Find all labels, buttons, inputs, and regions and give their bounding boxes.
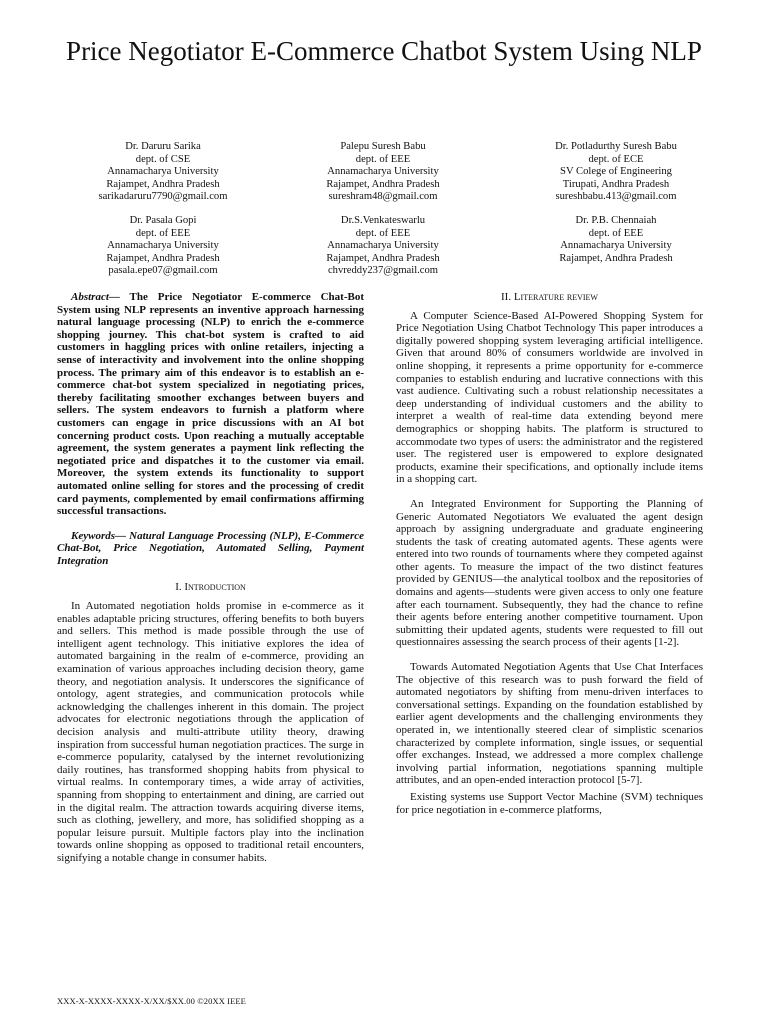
literature-paragraph: Towards Automated Negotiation Agents that Use Chat Interfaces The objective of this research was to push forward the field of automated negotiators by shifting from menu-driven interfaces to conversational settings. Expanding on the foundation established by earlier agent developments and the challenging environments they operated in, we intentionally steered clear of simplistic scenarios characterized by complete information, single issues, or sequential offer exchanges. Instead, we addressed a more complex challenge involving partial information, negotiations spanning multiple attributes, and an open-ended interaction protocol [5-7]. [396,661,703,787]
author-dept: dept. of CSE [135,153,191,165]
author-location: Tirupati, Andhra Pradesh [562,178,670,190]
right-column [396,291,703,816]
author-location: Rajampet, Andhra Pradesh [106,252,220,264]
author-block [53,215,273,278]
author-org: Annamacharya University [107,240,219,251]
copyright-footer: XXX-X-XXXX-XXXX-X/XX/$XX.00 ©20XX IEEE [57,996,246,1006]
left-column [57,291,364,865]
section-heading-literature-review: II. Literature review [501,291,598,303]
author-dept: dept. of EEE [355,153,411,165]
author-org: Annamacharya University [107,166,219,177]
author-org: Annamacharya University [560,240,672,251]
author-location: Rajampet, Andhra Pradesh [326,252,440,264]
literature-paragraph: An Integrated Environment for Supporting the Planning of Generic Automated Negotiators We evaluated the agent design approach by assigning undergraduate and graduate engineering students the task of creating automated agents. These agents were entered into two rounds of tournaments where they competed against other agents. To measure the impact of the two distinct features provided by GENIUS—the analytical toolbox and the repositories of domains and agents—students were given access to only one feature after each tournament. Subsequently, they had the chance to refine their agents before entering another competitive tournament. Upon submitting their updated agents, students were requested to fill out questionnaires assessing the search process of their agents [1-2]. [396,497,703,649]
author-block [273,141,493,204]
author-location: Rajampet, Andhra Pradesh [559,252,673,264]
author-block [506,215,726,265]
author-name: Dr.S.Venkateswarlu [340,215,426,226]
author-block [273,215,493,278]
author-name: Palepu Suresh Babu [340,141,426,152]
author-dept: dept. of EEE [135,227,191,239]
literature-paragraph: A Computer Science-Based AI-Powered Shopping System for Price Negotiation Using Chatbot Technology This paper introduces a digitally powered shopping system leveraging artificial intelligence. Given that around 80% of consumers worldwide are involved in online shopping, it represents a prime opportunity for e-commerce companies to establish enduring and lucrative connections with this vast audience. Cultivating such a robust relationship necessitates a deep understanding of individual customers and the ability to interpret a wealth of real-time data extending beyond mere demographics or shopping habits. The platform is structured to accommodate two types of users: the administrator and the registered user. The registered user is empowered to explore designated products, examine their specifications, and optionally include items in a shopping cart. [396,309,703,486]
author-block [506,141,726,204]
author-dept: dept. of EEE [588,227,644,239]
author-name: Dr. Daruru Sarika [125,141,201,152]
section-heading-introduction: I. Introduction [175,581,246,594]
author-dept: dept. of EEE [355,227,411,239]
author-dept: dept. of ECE [588,153,644,165]
author-email: sureshram48@gmail.com [328,191,438,202]
author-email: sarikadaruru7790@gmail.com [98,191,228,202]
author-location: Rajampet, Andhra Pradesh [326,178,440,190]
intro-paragraph: In Automated negotiation holds promise in e-commerce as it enables adaptable pricing structures, offering benefits to both buyers and sellers. This method is made possible through the use of intelligent agent technology. This initiative explores the idea of automated bargaining in the realm of e-commerce, providing an examination of various approaches including decision theory, game theory, and negotiation analysis. It underscores the significance of ontology, agent strategies, and communication protocols while acknowledging the challenges inherent in this domain. The project advocates for electronic negotiations through the application of decision analysis and multi-attribute utility theory, drawing inspiration from successful human negotiation practices. The surge in e-commerce popularity, catalysed by the internet revolutionizing daily routines, has transformed shopping habits from physical to virtual realms. In contemporary times, a wide array of activities, spanning from shopping to entertainment and dining, are carried out in the digital realm. The attraction towards acquiring diverse items, such as clothing, jewellery, and more, has solidified shopping as a popular leisure pursuit. Multiple factors play into the inclination towards online shopping as opposed to traditional retail encounters, signifying a notable change in consumer habits. [57,600,364,864]
author-email: sureshbabu.413@gmail.com [555,191,677,202]
author-name: Dr. P.B. Chennaiah [575,215,657,226]
literature-paragraph: Existing systems use Support Vector Machine (SVM) techniques for price negotiation in e-commerce platforms, [396,790,703,816]
author-name: Dr. Potladurthy Suresh Babu [555,141,677,152]
author-org: SV Colege of Engineering [560,166,672,177]
abstract [57,291,364,518]
abstract-label: Abstract— [71,291,120,303]
author-block [53,141,273,204]
author-email: chvreddy237@gmail.com [327,265,439,276]
author-location: Rajampet, Andhra Pradesh [106,178,220,190]
author-email: pasala.epe07@gmail.com [108,265,218,276]
abstract-text: The Price Negotiator E-commerce Chat-Bot System using NLP represents an inventive approach harnessing natural language processing (NLP) to enrich the e-commerce shopping journey. This chat-bot system is crafted to aid customers in haggling prices with online retailers, injecting a sense of interactivity and involvement into the online shopping process. The primary aim of this endeavor is to establish an e-commerce chat-bot system specialized in negotiating prices, thereby facilitating smoother exchanges between buyers and sellers. The system endeavors to furnish a platform where customers can engage in price discussions with an AI bot concerning product costs. Upon reaching a mutually acceptable agreement, the system generates a payment link reflecting the negotiated price and dispatches it to the customer via email. Moreover, the system extends its functionality to support automated online selling for stores and the processing of credit card payments, complemented by email confirmations affirming successful transactions. [57,291,364,518]
author-org: Annamacharya University [327,240,439,251]
author-name: Dr. Pasala Gopi [129,215,197,226]
author-org: Annamacharya University [327,166,439,177]
paper-title: Price Negotiator E-Commerce Chatbot System Using NLP [66,36,702,66]
keywords: Keywords— Natural Language Processing (NLP), E-Commerce Chat-Bot, Price Negotiation, Automated Selling, Payment Integration [57,529,364,567]
